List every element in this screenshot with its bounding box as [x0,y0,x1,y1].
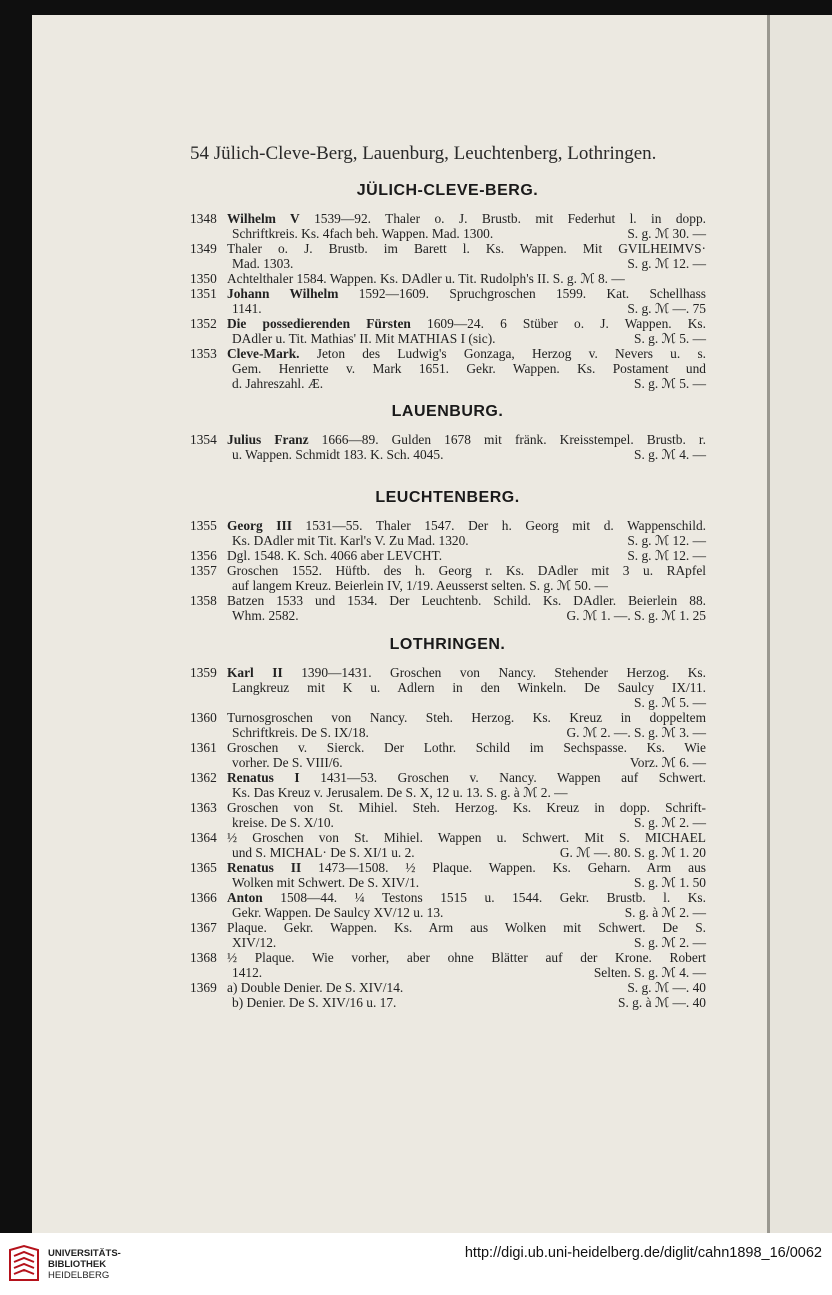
entry-description: 1412. [232,965,263,980]
entry-price: S. g. ℳ 1. 50 [634,875,706,890]
footer-bar [0,1233,832,1295]
entry-description: Schriftkreis. Ks. 4fach beh. Wappen. Mad. 1300. [232,226,494,241]
entry-description: Gem. Henriette v. Mark 1651. Gekr. Wappen. Ks. Postament und [232,361,706,376]
entry-text [232,935,566,950]
entry-text [232,331,566,346]
entry-line [190,995,706,1010]
entry-description: ½ Plaque. Wie vorher, aber ohne Blätter auf der Krone. Robert [227,950,706,965]
section-title: LEUCHTENBERG. [375,489,520,506]
catalog-entry [190,241,706,271]
entry-text [232,875,566,890]
entry-number: 1367 [190,920,217,935]
entry-text [227,890,706,905]
entry-description: a) Double Denier. De S. XIV/14. [227,980,404,995]
entry-line [190,920,706,935]
entry-description: 1592—1609. Spruchgroschen 1599. Kat. Schellhass [338,286,706,301]
entry-number: 1351 [190,286,217,301]
entry-description: b) Denier. De S. XIV/16 u. 17. [232,995,397,1010]
catalog-entry [190,860,706,890]
entry-line [190,815,706,830]
catalog-entry [190,563,706,593]
entry-text [232,608,566,623]
catalog-entry [190,286,706,316]
entry-text [227,920,706,935]
entry-description: u. Wappen. Schmidt 183. K. Sch. 4045. [232,447,444,462]
entry-price: G. ℳ 1. —. S. g. ℳ 1. 25 [566,608,706,623]
entry-line [190,432,706,447]
library-logo-icon[interactable] [8,1244,40,1282]
entry-text [232,533,566,548]
entry-number: 1353 [190,346,217,361]
entry-description: 1431—53. Groschen v. Nancy. Wappen auf Schwert. [299,770,706,785]
entry-text [227,593,706,608]
entry-description: d. Jahreszahl. Æ. [232,376,324,391]
entry-description: 1473—1508. ½ Plaque. Wappen. Ks. Geharn. Arm aus [301,860,706,875]
ruler-name: Renatus II [227,860,302,875]
entry-description: und S. MICHAL· De S. XI/1 u. 2. [232,845,415,860]
entry-number: 1364 [190,830,217,845]
entry-text [232,995,566,1010]
entry-description: Groschen v. Sierck. Der Lothr. Schild im Sechspasse. Ks. Wie [227,740,706,755]
entry-line [190,271,706,286]
entry-text [227,665,706,680]
ruler-name: Anton [227,890,263,905]
entry-text [227,346,706,361]
entry-description: Schriftkreis. De S. IX/18. [232,725,369,740]
catalog-entry [190,950,706,980]
entry-number: 1355 [190,518,217,533]
entry-line [190,725,706,740]
entry-price: S. g. ℳ 4. — [634,447,706,462]
entry-price: Vorz. ℳ 6. — [629,755,706,770]
entry-text [232,815,566,830]
entry-description: Batzen 1533 und 1534. Der Leuchtenb. Schild. Ks. DAdler. Beierlein 88. [227,593,706,608]
catalog-entry [190,710,706,740]
entry-text [227,770,706,785]
entry-description: 1141. [232,301,262,316]
entry-line [190,533,706,548]
entry-price: S. g. ℳ 2. — [634,935,706,950]
entry-number: 1356 [190,548,217,563]
entry-description: vorher. De S. VIII/6. [232,755,343,770]
ruler-name: Johann Wilhelm [227,286,339,301]
entry-price: S. g. ℳ 5. — [634,376,706,391]
entry-line [190,548,706,563]
entry-text [227,211,706,226]
entry-text [232,905,566,920]
catalog-entry [190,740,706,770]
entry-line [190,665,706,680]
entry-text [232,376,566,391]
entry-price: S. g. à ℳ 2. — [624,905,706,920]
entry-description: Thaler o. J. Brustb. im Barett l. Ks. Wappen. Mit GVILHEIMVS· [227,241,706,256]
entry-number: 1348 [190,211,217,226]
running-head: 54 Jülich-Cleve-Berg, Lauenburg, Leuchtenberg, Lothringen. [190,143,657,164]
entry-description: Groschen von St. Mihiel. Steh. Herzog. Ks. Kreuz in dopp. Schrift- [227,800,706,815]
entry-line [190,447,706,462]
entry-text [227,316,706,331]
entry-text [232,785,706,800]
entry-line [190,301,706,316]
entry-price: S. g. ℳ 5. — [634,331,706,346]
entry-text [232,578,706,593]
entry-line [190,785,706,800]
entry-number: 1359 [190,665,217,680]
entry-number: 1368 [190,950,217,965]
entry-description: Gekr. Wappen. De Saulcy XV/12 u. 13. [232,905,444,920]
entry-text [227,800,706,815]
entry-line [190,331,706,346]
entry-line [190,361,706,376]
entry-price: S. g. ℳ 30. — [627,226,706,241]
entry-description: ½ Groschen von St. Mihiel. Wappen u. Schwert. Mit S. MICHAEL [227,830,706,845]
entry-description: 1390—1431. Groschen von Nancy. Stehender Herzog. Ks. [282,665,706,680]
entry-text [232,361,706,376]
entry-price: G. ℳ —. 80. S. g. ℳ 1. 20 [559,845,706,860]
entry-number: 1352 [190,316,217,331]
entry-text [227,518,706,533]
entry-line [190,875,706,890]
entry-line [190,680,706,695]
logo-line: UNIVERSITÄTS- [48,1248,121,1259]
entry-line [190,740,706,755]
entry-number: 1350 [190,271,217,286]
entry-price: Selten. S. g. ℳ 4. — [593,965,706,980]
entry-text [227,271,706,286]
entry-text [232,301,566,316]
entry-line [190,518,706,533]
entry-line [190,256,706,271]
entry-description: Ks. DAdler mit Tit. Karl's V. Zu Mad. 1320. [232,533,469,548]
entry-line [190,211,706,226]
entry-description: Langkreuz mit K u. Adlern in den Winkeln. De Saulcy IX/11. [232,680,706,695]
entry-number: 1358 [190,593,217,608]
entry-description: Groschen 1552. Hüftb. des h. Georg r. Ks. DAdler mit 3 u. RApfel [227,563,706,578]
entry-line [190,980,706,995]
entry-line [190,830,706,845]
entry-description: Dgl. 1548. K. Sch. 4066 aber LEVCHT. [227,548,443,563]
catalog-entry [190,518,706,548]
entry-price: S. g. ℳ 5. — [634,695,706,710]
catalog-entry [190,432,706,462]
entry-text [227,860,706,875]
entry-number: 1366 [190,890,217,905]
entry-text [232,256,566,271]
section-title: LOTHRINGEN. [389,636,506,653]
catalog-entry [190,890,706,920]
ruler-name: Die possedierenden Fürsten [227,316,411,331]
entry-description: DAdler u. Tit. Mathias' II. Mit MATHIAS I (sic). [232,331,496,346]
catalog-entry [190,800,706,830]
catalog-entry [190,665,706,710]
ruler-name: Julius Franz [227,432,309,447]
entry-text [232,447,566,462]
catalog-entry [190,770,706,800]
entry-description: Mad. 1303. [232,256,294,271]
entry-description: Jeton des Ludwig's Gonzaga, Herzog v. Nevers u. s. [299,346,706,361]
facing-page-edge [770,15,832,1233]
entry-line [190,608,706,623]
entry-description: 1508—44. ¼ Testons 1515 u. 1544. Gekr. Brustb. l. Ks. [262,890,706,905]
entry-description: Plaque. Gekr. Wappen. Ks. Arm aus Wolken mit Schwert. De S. [227,920,706,935]
entry-text [227,563,706,578]
catalog-entry [190,593,706,623]
entry-description: XIV/12. [232,935,277,950]
catalog-entry [190,346,706,391]
entry-description: 1531—55. Thaler 1547. Der h. Georg mit d. Wappenschild. [291,518,706,533]
entry-number: 1357 [190,563,217,578]
entry-number: 1361 [190,740,217,755]
entry-line [190,695,706,710]
ruler-name: Karl II [227,665,283,680]
entry-line [190,770,706,785]
entry-line [190,376,706,391]
entry-description: Turnosgroschen von Nancy. Steh. Herzog. Ks. Kreuz in doppeltem [227,710,706,725]
ruler-name: Cleve-Mark. [227,346,300,361]
logo-line: HEIDELBERG [48,1270,110,1281]
entry-line [190,316,706,331]
entry-price: S. g. ℳ —. 75 [627,301,706,316]
entry-description: Wolken mit Schwert. De S. XIV/1. [232,875,420,890]
catalog-entry [190,548,706,563]
catalog-entry [190,271,706,286]
entry-text [232,226,566,241]
entry-number: 1369 [190,980,217,995]
entry-line [190,935,706,950]
entry-line [190,965,706,980]
entry-line [190,860,706,875]
entry-line [190,563,706,578]
entry-text [227,950,706,965]
entry-description: Whm. 2582. [232,608,299,623]
entry-line [190,241,706,256]
logo-line: BIBLIOTHEK [48,1259,107,1270]
entry-line [190,226,706,241]
catalog-entry [190,211,706,241]
entry-number: 1360 [190,710,217,725]
entry-text [227,710,706,725]
entry-text [227,432,706,447]
entry-price: G. ℳ 2. —. S. g. ℳ 3. — [566,725,706,740]
entry-description: 1666—89. Gulden 1678 mit fränk. Kreisstempel. Brustb. r. [308,432,706,447]
ruler-name: Renatus I [227,770,300,785]
entry-line [190,593,706,608]
entry-description: 1609—24. 6 Stüber o. J. Wappen. Ks. [410,316,706,331]
entry-price: S. g. ℳ 12. — [627,256,706,271]
library-logo-text [48,1248,121,1281]
entry-line [190,890,706,905]
entry-description: 1539—92. Thaler o. J. Brustb. mit Federhut l. in dopp. [299,211,706,226]
entry-text [232,845,566,860]
entry-line [190,845,706,860]
entry-line [190,578,706,593]
entry-text [227,548,566,563]
section-title: JÜLICH-CLEVE-BERG. [356,182,539,199]
entry-description: Achtelthaler 1584. Wappen. Ks. DAdler u. Tit. Rudolph's II. S. g. ℳ 8. — [227,271,625,286]
entry-description: Ks. Das Kreuz v. Jerusalem. De S. X, 12 u. 13. S. g. à ℳ 2. — [232,785,568,800]
entry-number: 1363 [190,800,217,815]
entry-price: S. g. ℳ —. 40 [627,980,706,995]
entry-text [227,241,706,256]
entry-text [232,680,706,695]
source-url[interactable]: http://digi.ub.uni-heidelberg.de/diglit/cahn1898_16/0062 [464,1245,822,1261]
ruler-name: Georg III [227,518,292,533]
entry-text [227,740,706,755]
entry-number: 1365 [190,860,217,875]
section-title: LAUENBURG. [391,403,504,420]
catalog-entry [190,316,706,346]
entry-description: auf langem Kreuz. Beierlein IV, 1/19. Aeusserst selten. S. g. ℳ 50. — [232,578,608,593]
entry-line [190,346,706,361]
entry-text [227,286,706,301]
entry-price: S. g. ℳ 12. — [627,548,706,563]
entry-number: 1362 [190,770,217,785]
entry-price: S. g. ℳ 12. — [627,533,706,548]
entry-text [232,965,566,980]
catalog-entry [190,830,706,860]
entry-description: kreise. De S. X/10. [232,815,334,830]
entry-text [227,830,706,845]
entry-text [232,725,566,740]
entry-text [227,980,566,995]
entry-line [190,755,706,770]
entry-price: S. g. ℳ 2. — [634,815,706,830]
entry-text [232,755,566,770]
entry-line [190,710,706,725]
entry-number: 1354 [190,432,217,447]
entry-line [190,950,706,965]
entry-price: S. g. à ℳ —. 40 [618,995,706,1010]
entry-line [190,286,706,301]
entry-line [190,905,706,920]
entry-number: 1349 [190,241,217,256]
entry-line [190,800,706,815]
catalog-entry [190,920,706,950]
ruler-name: Wilhelm V [227,211,300,226]
catalog-entry [190,980,706,1010]
